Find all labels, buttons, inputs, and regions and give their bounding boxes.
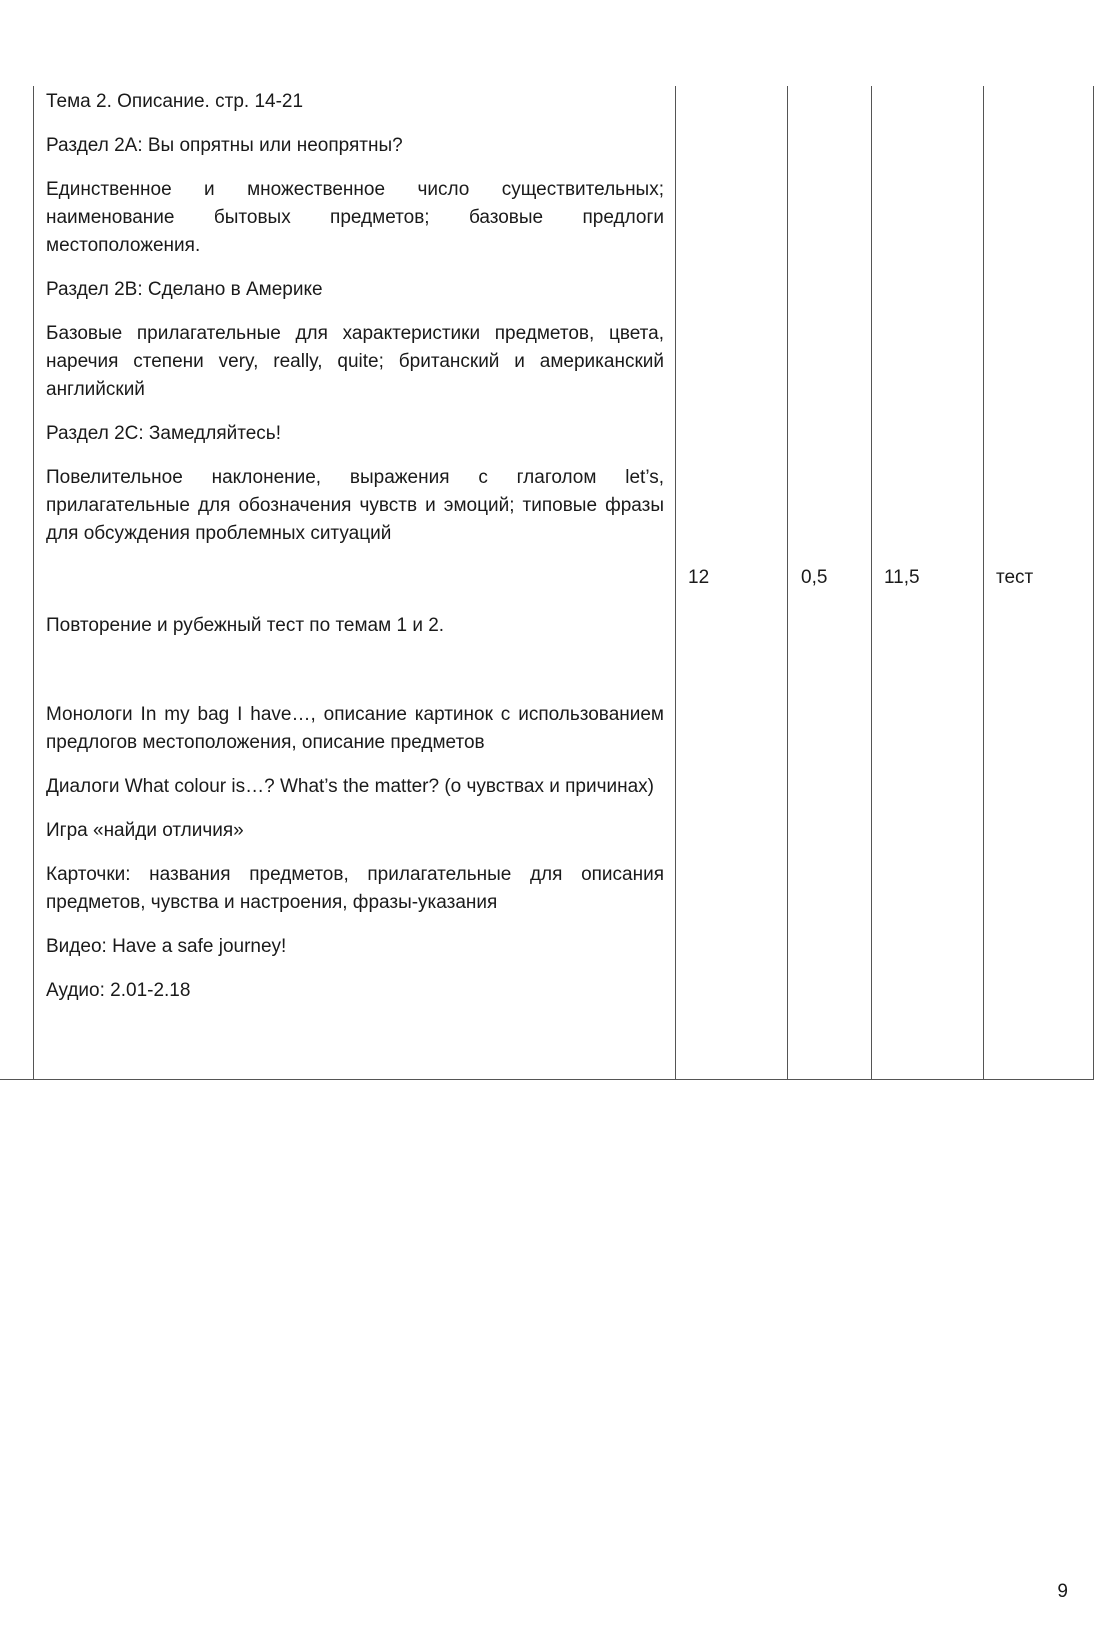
table-cell-content [46,88,664,1005]
table-border-bottom [0,1079,1093,1080]
table-cell-hours-lecture: 0,5 [801,567,828,588]
table-border-left [33,86,34,1080]
table-border-col2 [675,86,676,1080]
section-2a-text: Единственное и множественное число существительных; наименование бытовых предметов; базовые предлоги местоположения. [46,179,664,256]
section-2c-text: Повелительное наклонение, выражения с глаголом let’s, прилагательные для обозначения чувств и эмоций; типовые фразы для обсуждения проблемных ситуаций [46,467,664,544]
table-border-right [1093,86,1094,1080]
section-2c-title: Раздел 2С: Замедляйтесь! [46,423,281,444]
topic-title: Тема 2. Описание. стр. 14-21 [46,91,304,112]
table-cell-assessment: тест [996,567,1034,588]
table-border-col4 [871,86,872,1080]
table-cell-hours-total: 12 [688,567,710,588]
cards-text: Карточки: названия предметов, прилагательные для описания предметов, чувства и настроения, фразы-указания [46,864,664,913]
monologues-text: Монологи In my bag I have…, описание картинок с использованием предлогов местоположения, описание предметов [46,704,664,753]
section-2b-text: Базовые прилагательные для характеристики предметов, цвета, наречия степени very, really, quite; британский и американский английский [46,323,664,400]
dialogues-text: Диалоги What colour is…? What’s the matter? (о чувствах и причинах) [46,776,654,797]
section-2b-title: Раздел 2В: Сделано в Америке [46,279,323,300]
page-number: 9 [1057,1581,1068,1602]
table-cell-hours-practice: 11,5 [884,567,920,588]
review-text: Повторение и рубежный тест по темам 1 и 2. [46,615,445,636]
game-text: Игра «найди отличия» [46,820,244,841]
table-border-col3 [787,86,788,1080]
section-2a-title: Раздел 2А: Вы опрятны или неопрятны? [46,135,403,156]
audio-text: Аудио: 2.01-2.18 [46,980,191,1001]
table-border-col5 [983,86,984,1080]
video-text: Видео: Have a safe journey! [46,936,287,957]
